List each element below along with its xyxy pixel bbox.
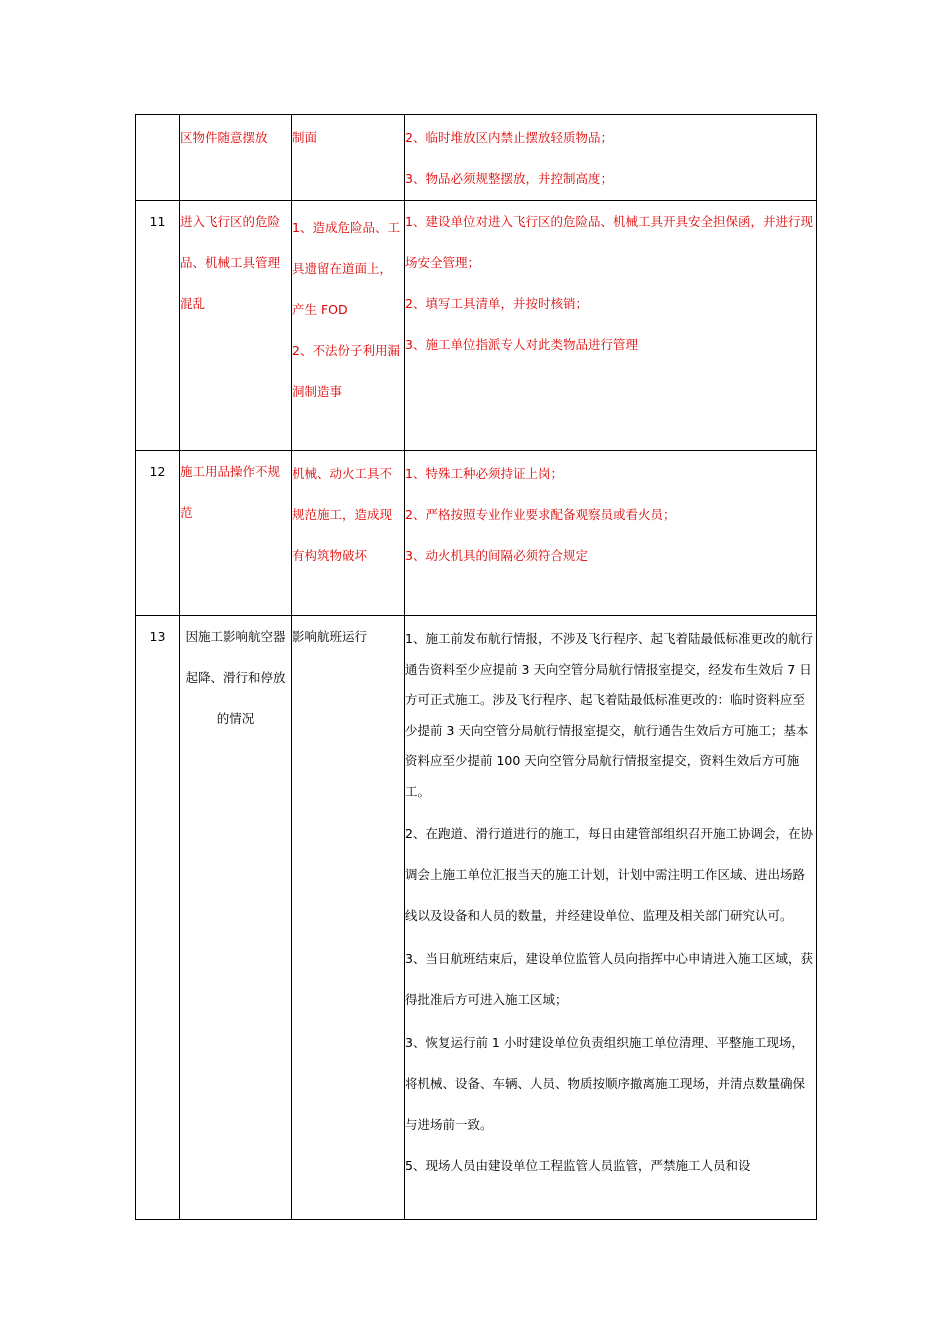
row-number: 11	[136, 201, 180, 451]
risk-consequence: 制面	[292, 115, 405, 201]
row-number	[136, 115, 180, 201]
risk-consequence: 1、造成危险品、工具遗留在道面上，产生 FOD 2、不法份子利用漏洞制造事	[292, 201, 405, 451]
table-row	[136, 451, 817, 616]
control-measures: 1、特殊工种必须持证上岗； 2、严格按照专业作业要求配备观察员或看火员； 3、动火机具的间隔必须符合规定	[405, 451, 817, 616]
control-measures: 1、建设单位对进入飞行区的危险品、机械工具开具安全担保函，并进行现场安全管理； 2、填写工具清单，并按时核销； 3、施工单位指派专人对此类物品进行管理	[405, 201, 817, 451]
hazard-item: 因施工影响航空器起降、滑行和停放的情况	[180, 616, 292, 1220]
table-row	[136, 115, 817, 201]
control-measures: 2、临时堆放区内禁止摆放轻质物品； 3、物品必须规整摆放，并控制高度；	[405, 115, 817, 201]
hazard-item: 区物件随意摆放	[180, 115, 292, 201]
hazard-item: 施工用品操作不规范	[180, 451, 292, 616]
table-row	[136, 616, 817, 1220]
risk-consequence: 影响航班运行	[292, 616, 405, 1220]
control-measures: 1、施工前发布航行情报，不涉及飞行程序、起飞着陆最低标准更改的航行通告资料至少应提前 3 天向空管分局航行情报室提交，经发布生效后 7 日方可正式施工。涉及飞行程序、起飞着陆最低标准更改的：临时资料应至少提前 3 天向空管分局航行情报室提交，航行通告生效后方可施工；基本资料应至少提前 100 天向空管分局航行情报室提交，资料生效后方可施工。 2、在跑道、滑行道进行的施工，每日由建管部组织召开施工协调会，在协调会上施工单位汇报当天的施工计划，计划中需注明工作区域、进出场路线以及设备和人员的数量，并经建设单位、监理及相关部门研究认可。 3、当日航班结束后，建设单位监管人员向指挥中心申请进入施工区域，获得批准后方可进入施工区域； 3、恢复运行前 1 小时建设单位负责组织施工单位清理、平整施工现场，将机械、设备、车辆、人员、物质按顺序撤离施工现场，并清点数量确保与进场前一致。 5、现场人员由建设单位工程监管人员监管，严禁施工人员和设	[405, 616, 817, 1220]
risk-consequence: 机械、动火工具不规范施工，造成现有构筑物破坏	[292, 451, 405, 616]
table-row	[136, 201, 817, 451]
row-number: 13	[136, 616, 180, 1220]
risk-table	[135, 114, 817, 1220]
row-number: 12	[136, 451, 180, 616]
hazard-item: 进入飞行区的危险品、机械工具管理混乱	[180, 201, 292, 451]
